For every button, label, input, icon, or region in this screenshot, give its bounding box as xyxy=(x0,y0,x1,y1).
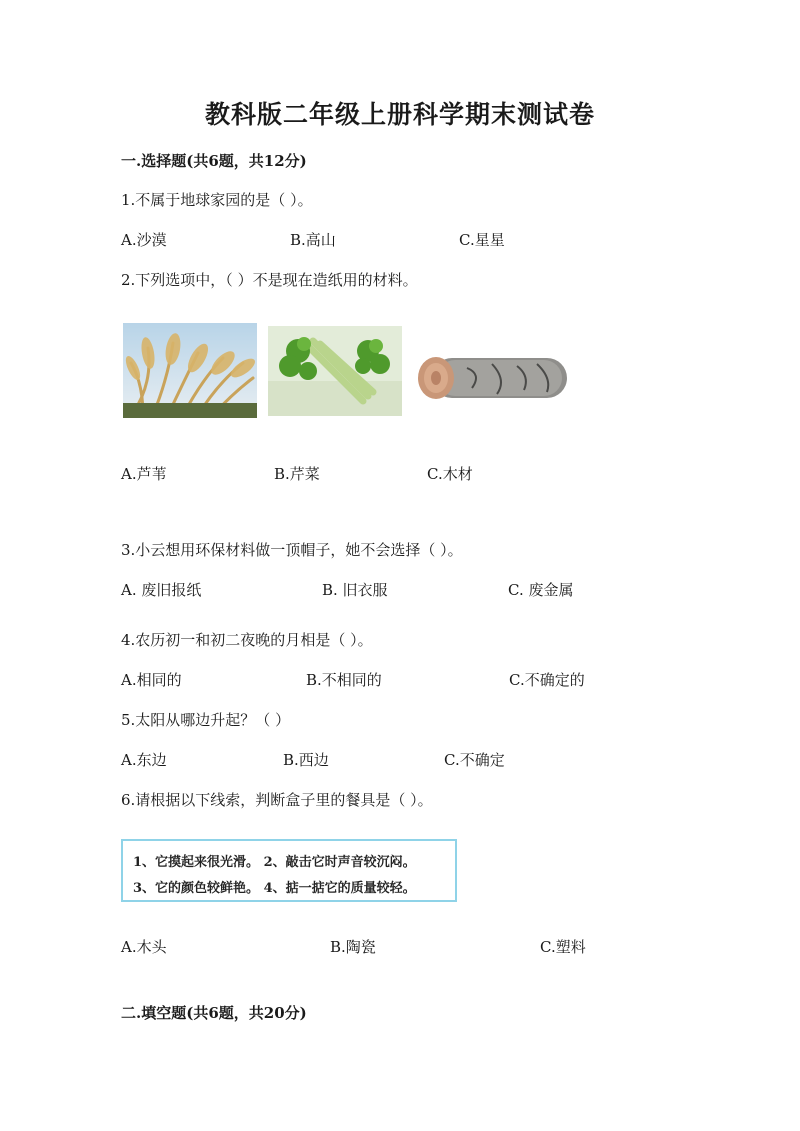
question-3: 3.小云想用环保材料做一顶帽子，她不会选择（ ）。 xyxy=(121,541,463,559)
clue-box xyxy=(121,839,457,902)
q5-option-a: A.东边 xyxy=(121,751,167,769)
q3-option-b: B. 旧衣服 xyxy=(322,581,388,599)
q5-option-b: B.西边 xyxy=(283,751,329,769)
q5-option-c: C.不确定 xyxy=(444,751,505,769)
q1-option-c: C.星星 xyxy=(459,231,505,249)
question-6: 6.请根据以下线索，判断盒子里的餐具是（ ）。 xyxy=(121,791,433,809)
q3-option-c: C. 废金属 xyxy=(508,581,574,599)
question-1: 1.不属于地球家园的是（ ）。 xyxy=(121,191,313,209)
log-photo xyxy=(412,350,575,408)
question-2: 2.下列选项中，（ ）不是现在造纸用的材料。 xyxy=(121,271,418,289)
q6-option-a: A.木头 xyxy=(121,938,167,956)
section-heading-fill: 二.填空题(共6题，共20分) xyxy=(121,1004,307,1022)
clue-line-2: 3、它的颜色较鲜艳。 4、掂一掂它的质量较轻。 xyxy=(133,881,416,896)
section-heading-choice: 一.选择题(共6题，共12分) xyxy=(121,152,307,170)
question-4: 4.农历初一和初二夜晚的月相是（ ）。 xyxy=(121,631,373,649)
q4-option-a: A.相同的 xyxy=(121,671,182,689)
q4-option-c: C.不确定的 xyxy=(509,671,585,689)
q2-option-b: B.芹菜 xyxy=(274,465,320,483)
question-5: 5.太阳从哪边升起？（ ） xyxy=(121,711,291,729)
q4-option-b: B.不相同的 xyxy=(306,671,382,689)
q1-option-b: B.高山 xyxy=(290,231,336,249)
celery-photo xyxy=(268,326,402,416)
q1-option-a: A.沙漠 xyxy=(121,231,167,249)
q6-option-c: C.塑料 xyxy=(540,938,586,956)
page-title: 教科版二年级上册科学期末测试卷 xyxy=(204,100,595,129)
q6-option-b: B.陶瓷 xyxy=(330,938,376,956)
q2-option-a: A.芦苇 xyxy=(121,465,167,483)
clue-line-1: 1、它摸起来很光滑。 2、敲击它时声音较沉闷。 xyxy=(133,855,416,870)
q3-option-a: A. 废旧报纸 xyxy=(121,581,202,599)
q2-option-c: C.木材 xyxy=(427,465,473,483)
reed-photo xyxy=(123,323,257,418)
